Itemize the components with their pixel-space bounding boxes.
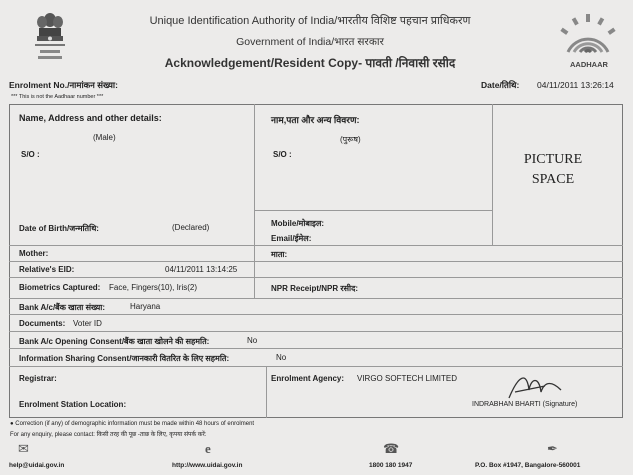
picture-space-line2: SPACE [531, 172, 575, 187]
picture-space-line1: PICTURE [523, 152, 583, 167]
mail-icon: ✉ [18, 441, 29, 456]
postal-address: P.O. Box #1947, Bangalore-560001 [475, 462, 581, 469]
divider [254, 210, 492, 211]
enrolment-agency-value: VIRGO SOFTECH LIMITED [357, 374, 458, 383]
enquiry-note: For any enquiry, please contact: किसी तरह की पूछ -ताछ के लिए, कृपया संपर्क करें: [10, 432, 207, 438]
document-title: Acknowledgement/Resident Copy- पावती /निवासी रसीद [164, 56, 456, 70]
phone-icon: ☎ [383, 441, 400, 456]
pen-icon: ✒ [547, 441, 558, 456]
divider [254, 277, 255, 298]
gender-value: (Male) [93, 133, 116, 142]
enrolment-agency-label: Enrolment Agency: [271, 374, 345, 383]
dob-label: Date of Birth/जन्मतिथि: [19, 224, 99, 233]
divider [9, 261, 623, 262]
info-consent-label: Information Sharing Consent/जानकारी वितरित के लिए सहमति: [19, 354, 230, 363]
mobile-label: Mobile/मोबाइल: [271, 219, 325, 228]
info-consent-value: No [276, 353, 287, 362]
so-label: S/O : [21, 150, 40, 159]
divider [266, 366, 267, 418]
relative-eid-label: Relative's EID: [19, 265, 75, 274]
divider [9, 348, 623, 349]
bank-account-value: Haryana [130, 302, 161, 311]
authority-title: Unique Identification Authority of India/भारतीय विशिष्ट पहचान प्राधिकरण [149, 15, 471, 27]
not-aadhaar-note: *** This is not the Aadhaar number *** [11, 94, 104, 100]
bank-consent-label: Bank A/c Opening Consent/बैंक खाता खोलने की सहमति: [19, 337, 210, 346]
website-link[interactable]: http://www.uidai.gov.in [172, 462, 243, 469]
documents-value: Voter ID [73, 319, 102, 328]
correction-note: ● Correction (if any) of demographic information must be made within 48 hours of enrolment [10, 421, 255, 427]
divider [492, 104, 493, 245]
relative-eid-value: 04/11/2011 13:14:25 [165, 265, 238, 274]
npr-receipt-label: NPR Receipt/NPR रसीद: [271, 284, 359, 293]
divider [9, 245, 623, 246]
divider [9, 314, 623, 315]
aadhaar-logo-text: AADHAAR [570, 60, 608, 69]
biometrics-label: Biometrics Captured: [19, 283, 101, 292]
signature-icon [505, 370, 565, 404]
divider [9, 331, 623, 332]
divider [9, 366, 623, 367]
help-email-link[interactable]: help@uidai.gov.in [9, 462, 65, 469]
divider [9, 298, 623, 299]
name-address-label-hindi: नाम,पता और अन्य विवरण: [271, 115, 360, 125]
government-title: Government of India/भारत सरकार [236, 36, 384, 48]
divider [9, 277, 623, 278]
documents-label: Documents: [19, 319, 66, 328]
divider [254, 104, 255, 277]
picture-space [498, 150, 608, 190]
bank-consent-value: No [247, 336, 258, 345]
email-label: Email/ईमेल: [271, 234, 312, 243]
registrar-label: Registrar: [19, 374, 57, 383]
gender-value-hindi: (पुरूष) [340, 135, 361, 144]
state-emblem-icon [32, 8, 68, 64]
bank-account-label: Bank A/c/बैंक खाता संख्या: [19, 303, 106, 312]
biometrics-value: Face, Fingers(10), Iris(2) [109, 283, 198, 292]
browser-icon: e [205, 441, 211, 456]
mother-label-hindi: माता: [271, 250, 288, 259]
date-label: Date/तिथि: [481, 80, 520, 90]
signatory-name: INDRABHAN BHARTI (Signature) [472, 401, 578, 408]
helpline-number: 1800 180 1947 [369, 462, 413, 469]
dob-value: (Declared) [172, 223, 210, 232]
so-label-hindi: S/O : [273, 150, 292, 159]
enrolment-station-label: Enrolment Station Location: [19, 400, 127, 409]
name-address-label: Name, Address and other details: [19, 113, 162, 123]
mother-label: Mother: [19, 249, 49, 258]
enrolment-number-label: Enrolment No./नामांकन संख्या: [9, 80, 118, 90]
date-value: 04/11/2011 13:26:14 [537, 80, 614, 90]
